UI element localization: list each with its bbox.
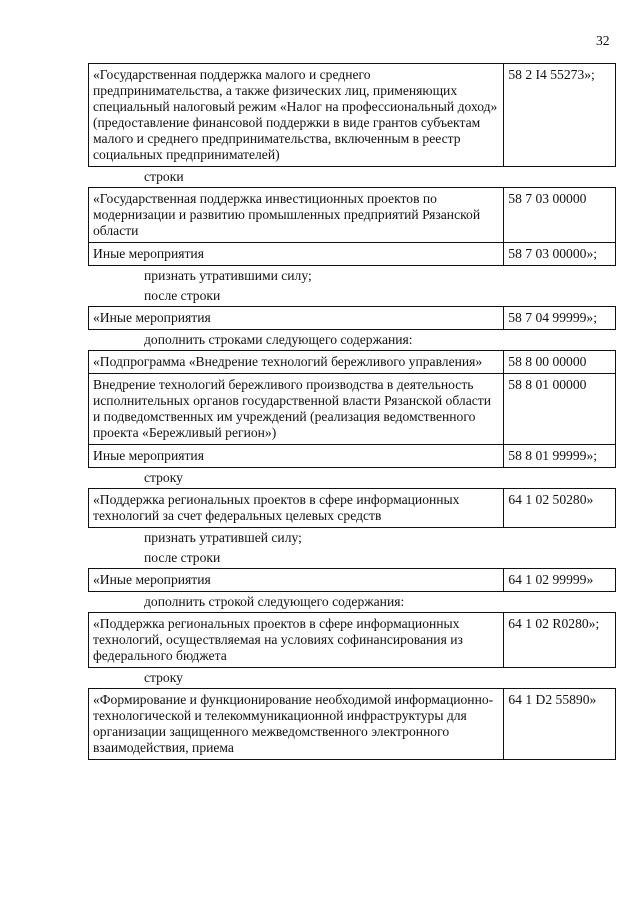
page-number: 32 bbox=[596, 33, 610, 48]
budget-code-cell: 58 8 01 00000 bbox=[504, 374, 616, 445]
instruction-text: дополнить строками следующего содержания: bbox=[144, 332, 413, 347]
table-row bbox=[89, 374, 616, 445]
budget-table bbox=[88, 488, 616, 528]
program-name-cell: «Иные мероприятия bbox=[89, 307, 504, 330]
budget-code-cell: 64 1 02 99999» bbox=[504, 569, 616, 592]
budget-code-cell: 58 7 03 00000 bbox=[504, 188, 616, 243]
table-row bbox=[89, 307, 616, 330]
instruction-text: признать утратившей силу; bbox=[144, 530, 302, 545]
budget-code-cell: 58 8 01 99999»; bbox=[504, 445, 616, 468]
program-name-cell: «Подпрограмма «Внедрение технологий бережливого управления» bbox=[89, 351, 504, 374]
table-row bbox=[89, 613, 616, 668]
table-row bbox=[89, 489, 616, 528]
instruction-text: после строки bbox=[144, 288, 221, 303]
budget-code-cell: 64 1 D2 55890» bbox=[504, 689, 616, 760]
budget-table bbox=[88, 187, 616, 266]
instruction-text: строку bbox=[144, 670, 183, 685]
table-row bbox=[89, 689, 616, 760]
program-name-cell: Иные мероприятия bbox=[89, 243, 504, 266]
table-row bbox=[89, 351, 616, 374]
table-row bbox=[89, 243, 616, 266]
budget-code-cell: 58 7 04 99999»; bbox=[504, 307, 616, 330]
program-name-cell: «Иные мероприятия bbox=[89, 569, 504, 592]
table-row bbox=[89, 64, 616, 167]
budget-code-cell: 58 2 I4 55273»; bbox=[504, 64, 616, 167]
budget-table bbox=[88, 612, 616, 668]
program-name-cell: «Государственная поддержка малого и среднего предпринимательства, а также физических лиц, применяющих специальный налоговый режим «Налог на профессиональный доход» (предоставление финансовой поддержки в виде грантов субъектам малого и среднего предпринимательства, включенным в реестр социальных предпринимателей) bbox=[89, 64, 504, 167]
instruction-text: строку bbox=[144, 470, 183, 485]
table-row bbox=[89, 569, 616, 592]
program-name-cell: «Поддержка региональных проектов в сфере информационных технологий, осуществляемая на условиях софинансирования из федерального бюджета bbox=[89, 613, 504, 668]
instruction-text: после строки bbox=[144, 550, 221, 565]
budget-table bbox=[88, 63, 616, 167]
instruction-text: признать утратившими силу; bbox=[144, 268, 312, 283]
budget-table bbox=[88, 306, 616, 330]
budget-code-cell: 64 1 02 R0280»; bbox=[504, 613, 616, 668]
program-name-cell: «Государственная поддержка инвестиционных проектов по модернизации и развитию промышленных предприятий Рязанской области bbox=[89, 188, 504, 243]
budget-code-cell: 58 7 03 00000»; bbox=[504, 243, 616, 266]
program-name-cell: Внедрение технологий бережливого производства в деятельность исполнительных органов государственной власти Рязанской области и подведомственных им учреждений (реализация ведомственного проекта «Бережливый регион») bbox=[89, 374, 504, 445]
budget-table bbox=[88, 688, 616, 760]
budget-table bbox=[88, 568, 616, 592]
program-name-cell: «Формирование и функционирование необходимой информационно-технологической и телекоммуникационной инфраструктуры для организации защищенного межведомственного электронного взаимодействия, приема bbox=[89, 689, 504, 760]
instruction-text: дополнить строкой следующего содержания: bbox=[144, 594, 405, 609]
program-name-cell: «Поддержка региональных проектов в сфере информационных технологий за счет федеральных целевых средств bbox=[89, 489, 504, 528]
budget-code-cell: 58 8 00 00000 bbox=[504, 351, 616, 374]
program-name-cell: Иные мероприятия bbox=[89, 445, 504, 468]
instruction-text: строки bbox=[144, 169, 184, 184]
table-row bbox=[89, 188, 616, 243]
budget-code-cell: 64 1 02 50280» bbox=[504, 489, 616, 528]
document-body bbox=[88, 63, 618, 760]
budget-table bbox=[88, 350, 616, 468]
table-row bbox=[89, 445, 616, 468]
